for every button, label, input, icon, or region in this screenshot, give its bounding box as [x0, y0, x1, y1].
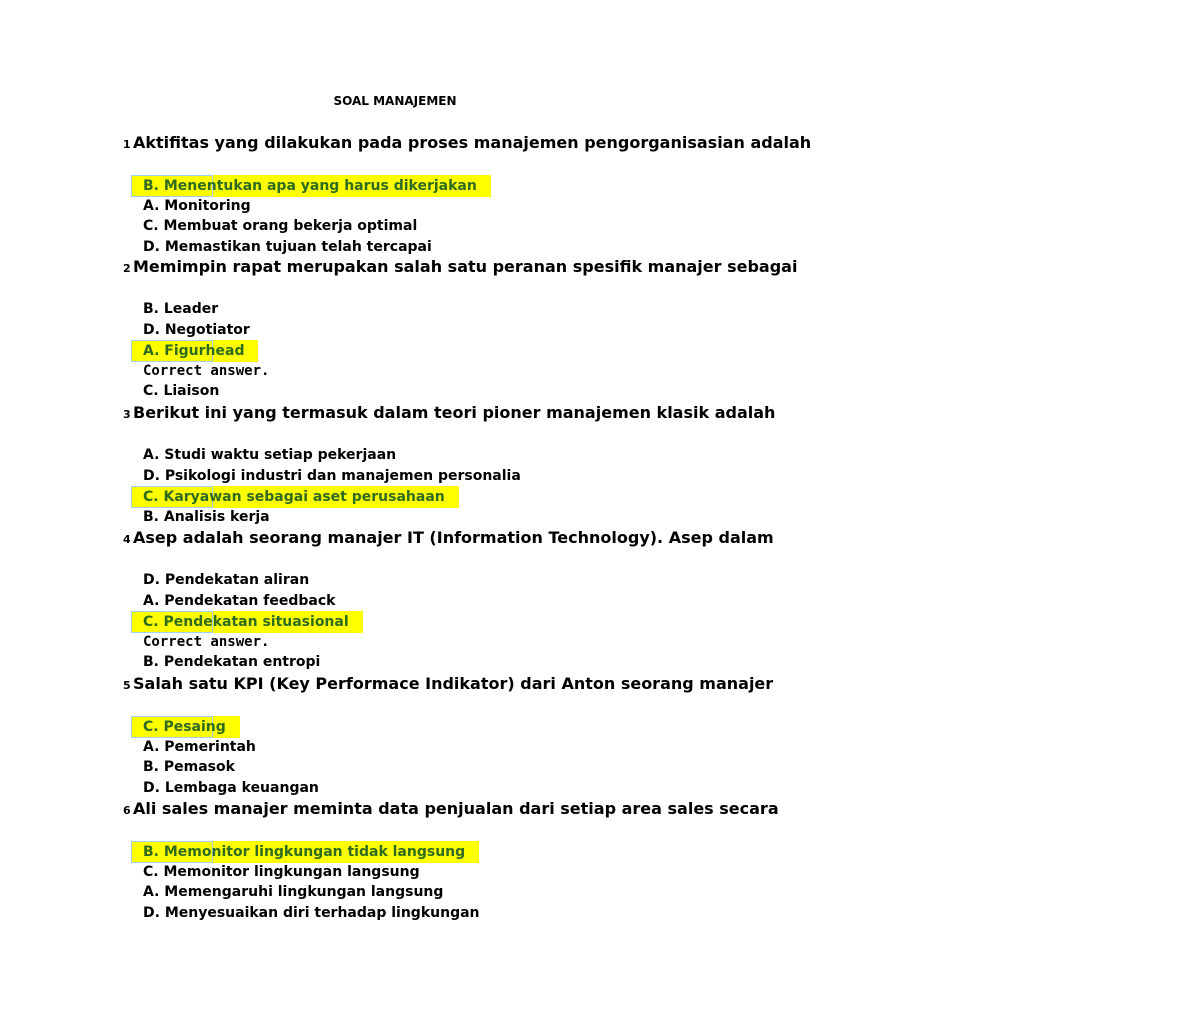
answer-text: A. Figurhead [143, 343, 245, 360]
question-header [0, 799, 1200, 821]
answer-option-correct[interactable] [0, 841, 1200, 862]
answer-text: D. Menyesuaikan diri terhadap lingkungan [143, 904, 480, 921]
question-text: Asep adalah seorang manajer IT (Information Technology). Asep dalam [133, 528, 774, 547]
question-number: 2 [123, 262, 131, 275]
question-1 [0, 133, 1200, 257]
question-5 [0, 674, 1200, 798]
question-number: 3 [123, 408, 131, 421]
note-text: Correct answer. [143, 633, 270, 650]
answer-option[interactable] [0, 196, 1200, 217]
answer-option[interactable] [0, 216, 1200, 237]
answer-text: D. Pendekatan aliran [143, 572, 310, 588]
answer-option-correct[interactable] [0, 340, 1200, 361]
question-text: Memimpin rapat merupakan salah satu peranan spesifik manajer sebagai [133, 257, 798, 276]
answer-option[interactable] [0, 882, 1200, 903]
answer-option[interactable] [0, 570, 1200, 591]
answer-option[interactable] [0, 466, 1200, 487]
answer-options [0, 445, 1200, 527]
answer-text: D. Psikologi industri dan manajemen personalia [143, 467, 521, 484]
answer-option[interactable] [0, 737, 1200, 758]
answer-option-correct[interactable] [0, 486, 1200, 507]
question-header [0, 133, 1200, 155]
answer-text: D. Memastikan tujuan telah tercapai [143, 238, 432, 255]
question-number: 6 [123, 804, 131, 817]
answer-text: A. Pendekatan feedback [143, 592, 336, 609]
answer-text: D. Lembaga keuangan [143, 779, 319, 796]
answer-text: A. Pemerintah [143, 738, 256, 755]
answer-text: A. Studi waktu setiap pekerjaan [143, 447, 397, 463]
answer-option[interactable] [0, 445, 1200, 466]
question-header [0, 403, 1200, 425]
answer-option[interactable] [0, 778, 1200, 799]
document-title: SOAL MANAJEMEN [333, 94, 457, 108]
question-text: Salah satu KPI (Key Performace Indikator) dari Anton seorang manajer [133, 674, 774, 693]
answer-option[interactable] [0, 862, 1200, 883]
question-2 [0, 257, 1200, 402]
answer-options [0, 299, 1200, 402]
answer-option[interactable] [0, 320, 1200, 341]
answer-text: D. Negotiator [143, 321, 250, 338]
answer-option[interactable] [0, 381, 1200, 402]
question-header [0, 257, 1200, 279]
question-number: 1 [123, 138, 131, 151]
answer-text: A. Monitoring [143, 197, 251, 214]
answer-options [0, 175, 1200, 257]
answer-option[interactable] [0, 652, 1200, 673]
answer-options [0, 716, 1200, 798]
answer-option[interactable] [0, 507, 1200, 528]
question-6 [0, 799, 1200, 923]
answer-text: C. Pendekatan situasional [143, 614, 349, 631]
answer-options [0, 570, 1200, 673]
answer-text: B. Pemasok [143, 759, 235, 776]
answer-option[interactable] [0, 591, 1200, 612]
answer-option[interactable] [0, 903, 1200, 924]
answer-text: C. Membuat orang bekerja optimal [143, 218, 418, 235]
answer-text: B. Memonitor lingkungan tidak langsung [143, 844, 466, 860]
answer-text: C. Karyawan sebagai aset perusahaan [143, 489, 445, 506]
answer-option[interactable] [0, 237, 1200, 258]
answer-text: C. Liaison [143, 383, 220, 400]
answer-text: C. Pesaing [143, 719, 226, 735]
answer-text: C. Memonitor lingkungan langsung [143, 863, 420, 880]
note-text: Correct answer. [143, 362, 270, 379]
question-number: 5 [123, 679, 131, 692]
question-header [0, 674, 1200, 696]
question-text: Ali sales manajer meminta data penjualan dari setiap area sales secara [133, 799, 779, 818]
question-text: Berikut ini yang termasuk dalam teori pioner manajemen klasik adalah [133, 403, 776, 422]
question-number: 4 [123, 533, 131, 546]
answer-text: A. Memengaruhi lingkungan langsung [143, 884, 444, 901]
correct-answer-note [0, 632, 1200, 653]
answer-option-correct[interactable] [0, 175, 1200, 196]
answer-text: B. Analisis kerja [143, 508, 270, 525]
answer-option[interactable] [0, 299, 1200, 320]
question-4 [0, 528, 1200, 673]
answer-text: B. Pendekatan entropi [143, 654, 321, 671]
correct-answer-note [0, 361, 1200, 382]
question-3 [0, 403, 1200, 527]
answer-options [0, 841, 1200, 923]
answer-text: B. Menentukan apa yang harus dikerjakan [143, 178, 477, 194]
answer-text: B. Leader [143, 301, 219, 317]
answer-option[interactable] [0, 757, 1200, 778]
answer-option-correct[interactable] [0, 611, 1200, 632]
question-header [0, 528, 1200, 550]
question-text: Aktifitas yang dilakukan pada proses manajemen pengorganisasian adalah [133, 133, 812, 152]
answer-option-correct[interactable] [0, 716, 1200, 737]
